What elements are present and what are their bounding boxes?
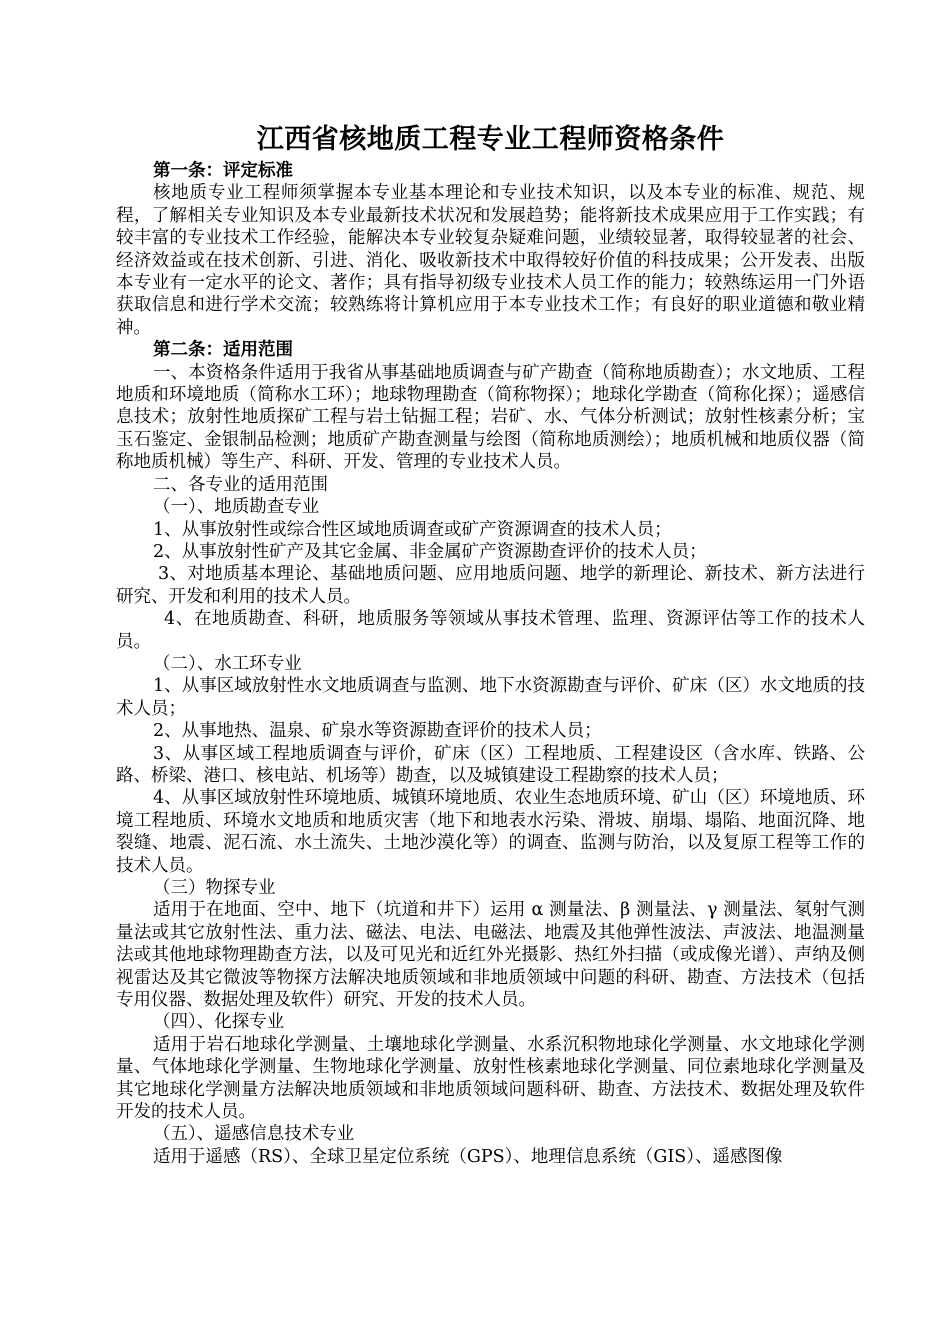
paragraph: 核地质专业工程师须掌握本专业基本理论和专业技术知识，以及本专业的标准、规范、规程，了解相关专业知识及本专业最新技术状况和发展趋势；能将新技术成果应用于工作实践；有较丰富的专业技术工作经验，能解决本专业较复杂疑难问题，业绩较显著，取得较显著的社会、经济效益或在技术创新、引进、消化、吸收新技术中取得较好价值的科技成果；公开发表、出版本专业有一定水平的论文、著作；具有指导初级专业技术人员工作的能力；较熟练运用一门外语获取信息和进行学术交流；较熟练将计算机应用于本专业技术工作；有良好的职业道德和敬业精神。: [116, 183, 865, 338]
paragraph: （三）物探专业: [153, 878, 276, 898]
paragraph: 适用于岩石地球化学测量、土壤地球化学测量、水系沉积物地球化学测量、水文地球化学测量、气体地球化学测量、生物地球化学测量、放射性核素地球化学测量、同位素地球化学测量及其它地球化学测量方法解决地质领域和非地质领域问题科研、勘查、方法技术、数据处理及软件开发的技术人员。: [116, 1034, 865, 1123]
paragraph: 4、在地质勘查、科研，地质服务等领域从事技术管理、监理、资源评估等工作的技术人员。: [116, 609, 865, 652]
paragraph: 一、本资格条件适用于我省从事基础地质调查与矿产勘查（简称地质勘查）；水文地质、工程地质和环境地质（简称水工环）；地球物理勘查（简称物探）；地球化学勘查（简称化探）；遥感信息技术；放射性地质探矿工程与岩土钻掘工程；岩矿、水、气体分析测试；放射性核素分析；宝玉石鉴定、金银制品检测；地质矿产勘查测量与绘图（简称地质测绘）；地质机械和地质仪器（简称地质机械）等生产、科研、开发、管理的专业技术人员。: [116, 362, 865, 473]
paragraph: 适用于在地面、空中、地下（坑道和井下）运用 α 测量法、β 测量法、γ 测量法、氡射气测量法或其它放射性法、重力法、磁法、电法、电磁法、地震及其他弹性波法、声波法、地温测量法或其他地球物理勘查方法，以及可见光和近红外光摄影、热红外扫描（或成像光谱）、声纳及侧视雷达及其它微波等物探方法解决地质领域和非地质领域中问题的科研、勘查、方法技术（包括专用仪器、数据处理及软件）研究、开发的技术人员。: [116, 900, 865, 1011]
paragraph: 二、各专业的适用范围: [153, 474, 328, 495]
document-body: [116, 160, 865, 1168]
paragraph: 2、从事放射性矿产及其它金属、非金属矿产资源勘查评价的技术人员；: [153, 541, 707, 562]
section-heading: 第一条：评定标准: [153, 161, 293, 181]
paragraph: （四）、化探专业: [153, 1012, 285, 1033]
paragraph: （一）、地质勘查专业: [153, 497, 320, 518]
document-page: [116, 112, 865, 1168]
paragraph: 3、对地质基本理论、基础地质问题、应用地质问题、地学的新理论、新技术、新方法进行研究、开发和利用的技术人员。: [116, 564, 865, 607]
document-title: 江西省核地质工程专业工程师资格条件: [256, 124, 725, 155]
paragraph: 4、从事区域放射性环境地质、城镇环境地质、农业生态地质环境、矿山（区）环境地质、环境工程地质、环境水文地质和地质灾害（地下和地表水污染、滑坡、崩塌、塌陷、地面沉降、地裂缝、地震、泥石流、水土流失、土地沙漠化等）的调查、监测与防治，以及复原工程等工作的技术人员。: [116, 788, 865, 876]
section-heading: 第二条：适用范围: [153, 340, 293, 361]
paragraph: 1、从事放射性或综合性区域地质调查或矿产资源调查的技术人员；: [153, 519, 672, 540]
paragraph: 1、从事区域放射性水文地质调查与监测、地下水资源勘查与评价、矿床（区）水文地质的技术人员；: [116, 676, 865, 719]
paragraph: 2、从事地热、温泉、矿泉水等资源勘查评价的技术人员；: [153, 721, 602, 742]
paragraph: 3、从事区域工程地质调查与评价，矿床（区）工程地质、工程建设区（含水库、铁路、公路、桥梁、港口、核电站、机场等）勘查，以及城镇建设工程勘察的技术人员；: [116, 743, 865, 786]
paragraph: （二）、水工环专业: [153, 653, 302, 674]
paragraph: （五）、遥感信息技术专业: [153, 1124, 355, 1145]
paragraph: 适用于遥感（RS）、全球卫星定位系统（GPS）、地理信息系统（GIS）、遥感图像: [153, 1146, 783, 1167]
